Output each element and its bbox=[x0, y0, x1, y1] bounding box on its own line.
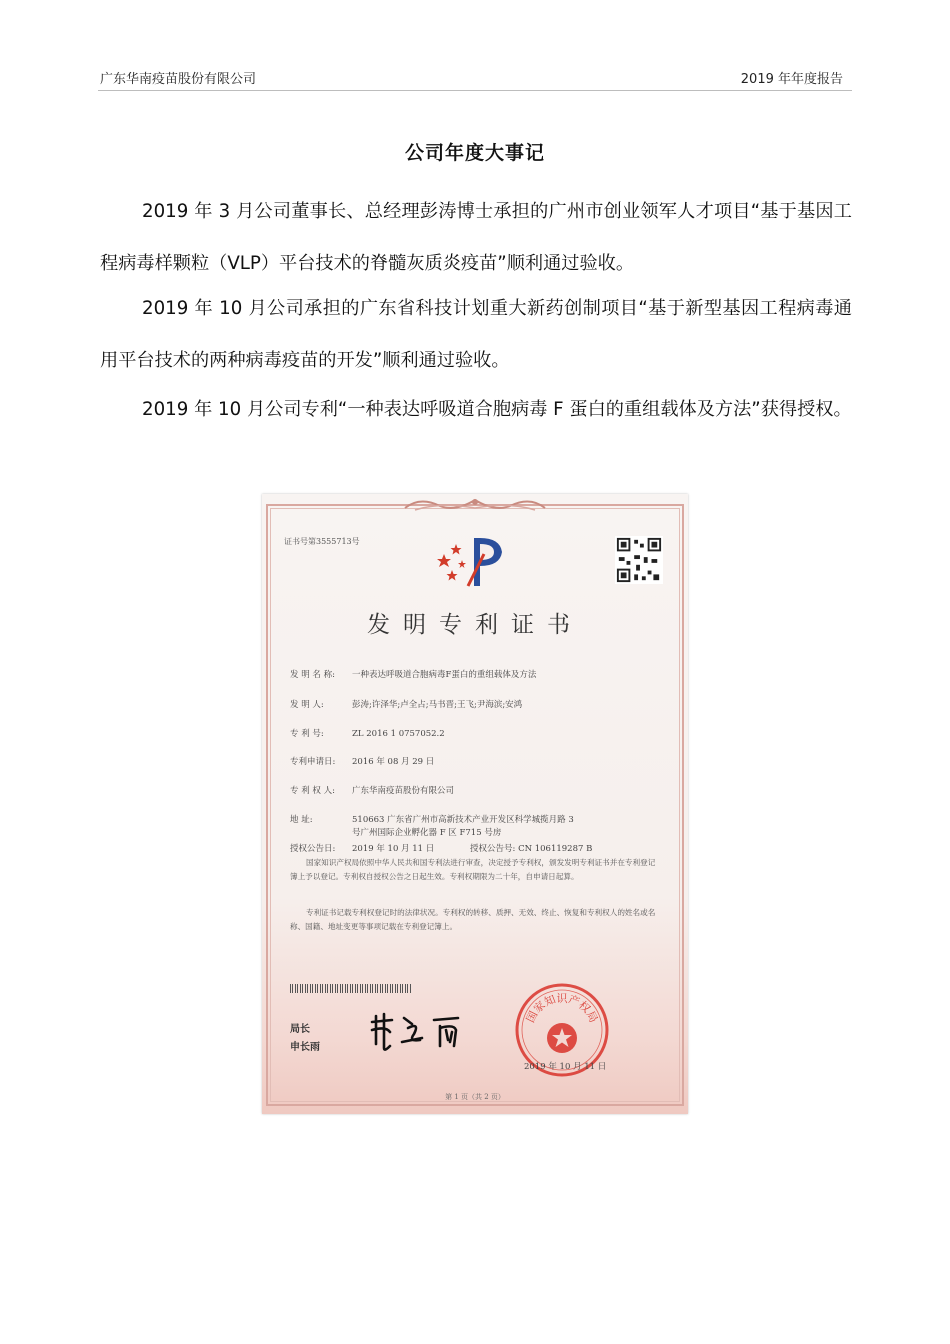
cnipa-logo-icon bbox=[434, 532, 514, 592]
field-address-cont: 号广州国际企业孵化器 F 区 F715 号房 bbox=[352, 828, 502, 838]
certificate-page-number: 第 1 页（共 2 页） bbox=[445, 1093, 505, 1101]
patent-certificate-image bbox=[262, 494, 688, 1114]
barcode-icon bbox=[290, 984, 412, 993]
signatory-name: 申长雨 bbox=[290, 1042, 320, 1053]
field-patent-number: 专 利 号: ZL 2016 1 0757052.2 bbox=[290, 729, 445, 739]
certificate-title: 发明专利证书 bbox=[367, 612, 583, 638]
certificate-body-2: 专利证书记载专利权登记时的法律状况。专利权的转移、质押、无效、终止、恢复和专利权人的姓名或名称、国籍、地址变更等事项记载在专利登记簿上。 bbox=[290, 908, 656, 931]
certificate-body-1: 国家知识产权局依照中华人民共和国专利法进行审查，决定授予专利权，颁发发明专利证书并在专利登记簿上予以登记。专利权自授权公告之日起生效。专利权期限为二十年，自申请日起算。 bbox=[290, 858, 656, 881]
signatory-role: 局长 bbox=[290, 1024, 310, 1035]
signature-icon bbox=[362, 1008, 482, 1054]
field-application-date: 专利申请日: 2016 年 08 月 29 日 bbox=[290, 757, 435, 767]
field-publication-number: 授权公告号: CN 106119287 B bbox=[470, 844, 593, 854]
event-paragraph-1: 2019 年 3 月公司董事长、总经理彭涛博士承担的广州市创业领军人才项目“基于基因工程病毒样颗粒（VLP）平台技术的脊髓灰质炎疫苗”顺利通过验收。 bbox=[100, 201, 852, 274]
field-patentee: 专 利 权 人: 广东华南疫苗股份有限公司 bbox=[290, 786, 455, 796]
seal-date: 2019 年 10 月 11 日 bbox=[524, 1062, 607, 1072]
header-divider bbox=[98, 90, 852, 91]
qr-code-icon bbox=[614, 536, 664, 584]
field-address: 地 址: 510663 广东省广州市高新技术产业开发区科学城揽月路 3 bbox=[290, 815, 574, 825]
field-inventors: 发 明 人: 彭涛;许泽华;卢全占;马书晋;王飞;尹海滨;安鸿 bbox=[290, 700, 523, 710]
ornament-icon bbox=[400, 494, 550, 514]
header-company: 广东华南疫苗股份有限公司 bbox=[100, 72, 257, 87]
page-title: 公司年度大事记 bbox=[404, 142, 545, 164]
header-report: 2019 年年度报告 bbox=[740, 72, 843, 87]
field-invention-name: 发 明 名 称: 一种表达呼吸道合胞病毒F蛋白的重组载体及方法 bbox=[290, 670, 537, 680]
certificate-number: 证书号第3555713号 bbox=[284, 537, 360, 546]
event-paragraph-2: 2019 年 10 月公司承担的广东省科技计划重大新药创制项目“基于新型基因工程病毒通用平台技术的两种病毒疫苗的开发”顺利通过验收。 bbox=[100, 298, 852, 371]
event-paragraph-3: 2019 年 10 月公司专利“一种表达呼吸道合胞病毒 F 蛋白的重组载体及方法”获得授权。 bbox=[142, 399, 852, 420]
field-publication-date: 授权公告日: 2019 年 10 月 11 日 bbox=[290, 844, 435, 854]
svg-text:国家知识产权局: 国家知识产权局 bbox=[523, 992, 601, 1025]
